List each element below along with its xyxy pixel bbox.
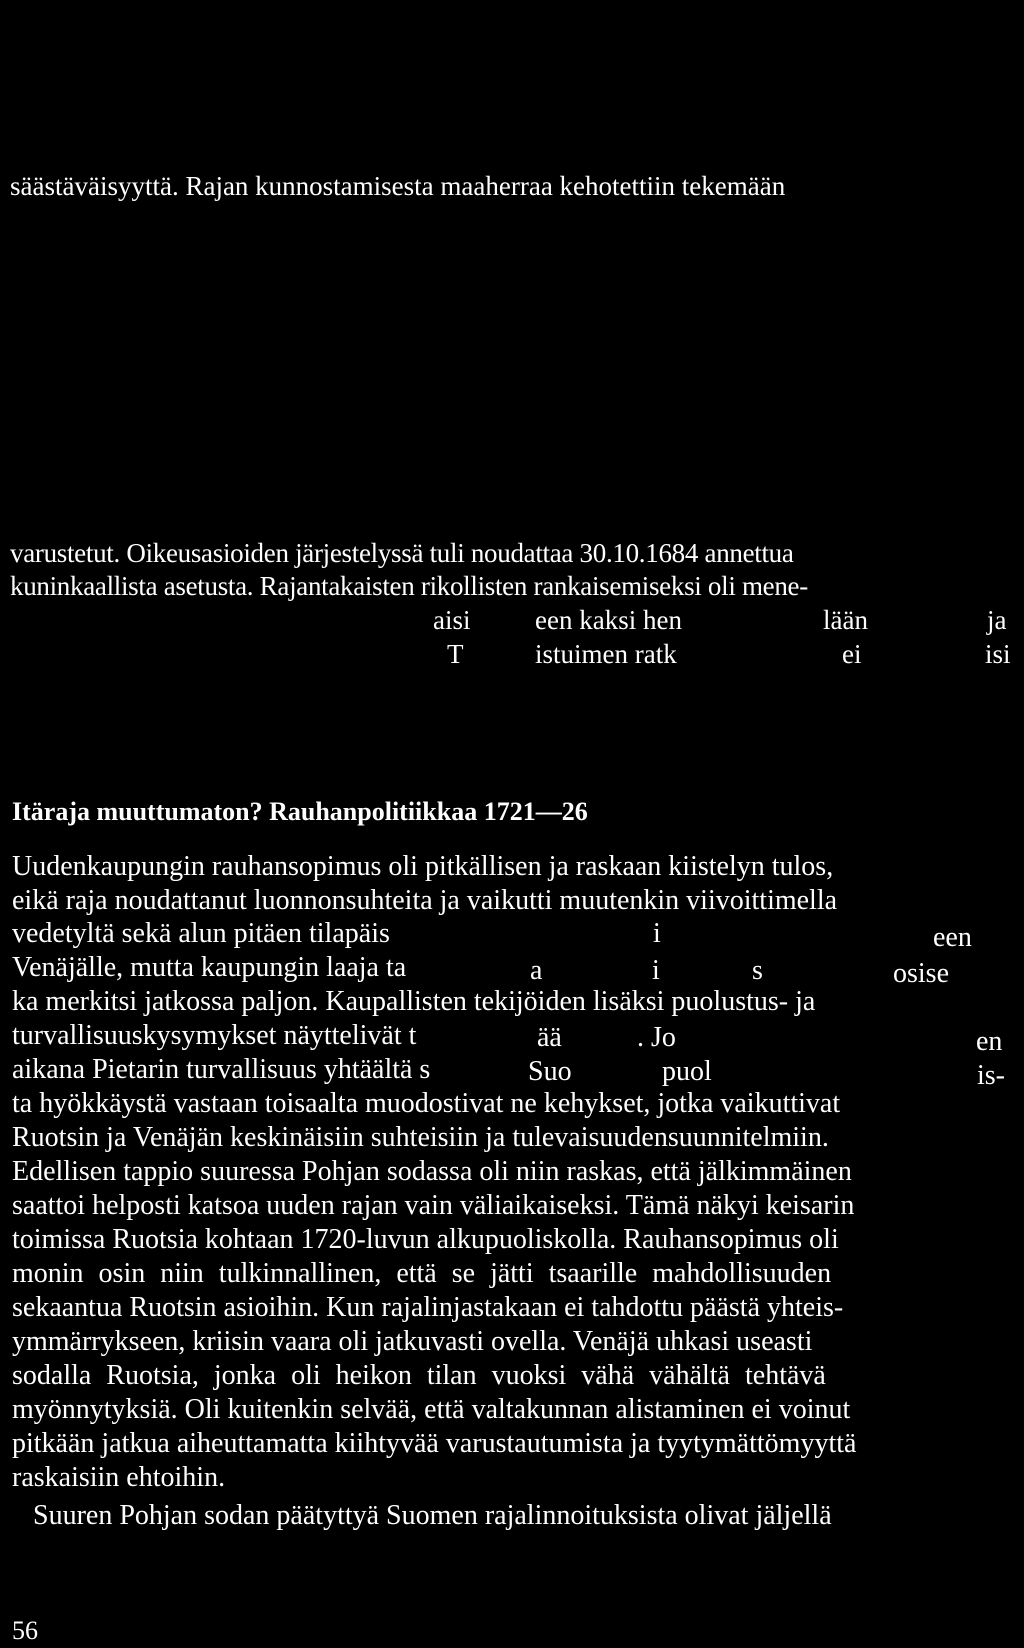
- text-fragment: a: [530, 955, 543, 986]
- text-fragment: s: [752, 955, 763, 986]
- text-line: pitkään jatkua aiheuttamatta kiihtyvää varustautumista ja tyytymättömyyttä: [12, 1428, 857, 1459]
- text-fragment: ää: [537, 1022, 562, 1053]
- text-fragment: i: [652, 955, 660, 986]
- text-fragment: . Jo: [637, 1022, 676, 1053]
- text-fragment: istuimen ratk: [535, 639, 677, 669]
- text-fragment: aikana Pietarin turvallisuus yhtäältä s: [12, 1054, 431, 1085]
- text-line: Edellisen tappio suuressa Pohjan sodassa oli niin raskas, että jälkimmäinen: [12, 1156, 852, 1187]
- text-line: eikä raja noudattanut luonnonsuhteita ja vaikutti muutenkin viivoittimella: [12, 885, 838, 916]
- page-number: 56: [12, 1616, 38, 1645]
- text-fragment: ja: [987, 605, 1007, 635]
- text-fragment: osise: [893, 958, 949, 989]
- text-line: toimissa Ruotsia kohtaan 1720-luvun alkupuoliskolla. Rauhansopimus oli: [12, 1224, 839, 1255]
- text-line-mid-2: kuninkaallista asetusta. Rajantakaisten rikollisten rankaisemiseksi oli mene-: [10, 571, 808, 601]
- text-fragment: en: [976, 1026, 1003, 1057]
- text-line: sodalla Ruotsia, jonka oli heikon tilan vuoksi vähä vähältä tehtävä: [12, 1360, 826, 1391]
- text-line: säästäväisyyttä. Rajan kunnostamisesta maaherraa kehotettiin tekemään: [10, 171, 786, 201]
- text-fragment: een: [933, 922, 972, 953]
- text-line-mid-1: varustetut. Oikeusasioiden järjestelyssä tuli noudattaa 30.10.1684 annettua: [10, 538, 794, 568]
- text-line-top: [10, 170, 1018, 202]
- text-line: ta hyökkäystä vastaan toisaalta muodostivat ne kehykset, jotka vaikuttivat: [12, 1088, 841, 1119]
- text-fragment: is-: [977, 1060, 1005, 1091]
- text-line: Suuren Pohjan sodan päätyttyä Suomen rajalinnoituksista olivat jäljellä: [33, 1500, 832, 1531]
- text-fragment: isi: [985, 639, 1011, 669]
- text-line: sekaantua Ruotsin asioihin. Kun rajalinjastakaan ei tahdottu päästä yhteis-: [12, 1292, 844, 1323]
- text-fragment: Venäjälle, mutta kaupungin laaja ta: [12, 952, 407, 983]
- text-fragment: vedetyltä sekä alun pitäen tilapäis: [12, 918, 390, 949]
- text-line: Uudenkaupungin rauhansopimus oli pitkällisen ja raskaan kiistelyn tulos,: [12, 851, 834, 882]
- text-fragment: i: [653, 918, 661, 949]
- text-fragment: puol: [662, 1056, 712, 1087]
- text-line: saattoi helposti katsoa uuden rajan vain väliaikaiseksi. Tämä näkyi keisarin: [12, 1190, 855, 1221]
- text-fragment: een kaksi hen: [535, 605, 682, 635]
- text-line: Ruotsin ja Venäjän keskinäisiin suhteisiin ja tulevaisuudensuunnitelmiin.: [12, 1122, 829, 1153]
- text-fragment: Suo: [528, 1056, 572, 1087]
- text-line: raskaisiin ehtoihin.: [12, 1462, 226, 1493]
- text-fragment: turvallisuuskysymykset näyttelivät t: [12, 1020, 417, 1051]
- text-line: ymmärrykseen, kriisin vaara oli jatkuvasti ovella. Venäjä uhkasi useasti: [12, 1326, 813, 1357]
- text-line: myönnytyksiä. Oli kuitenkin selvää, että valtakunnan alistaminen ei voinut: [12, 1394, 851, 1425]
- text-line: ka merkitsi jatkossa paljon. Kaupallisten tekijöiden lisäksi puolustus- ja: [12, 986, 816, 1017]
- text-fragment: aisi: [433, 605, 471, 635]
- text-fragment: lään: [823, 605, 868, 635]
- text-line: monin osin niin tulkinnallinen, että se jätti tsaarille mahdollisuuden: [12, 1258, 832, 1289]
- section-heading: Itäraja muuttumaton? Rauhanpolitiikkaa 1721—26: [12, 797, 588, 826]
- text-fragment: T: [447, 639, 464, 669]
- text-fragment: ei: [842, 639, 862, 669]
